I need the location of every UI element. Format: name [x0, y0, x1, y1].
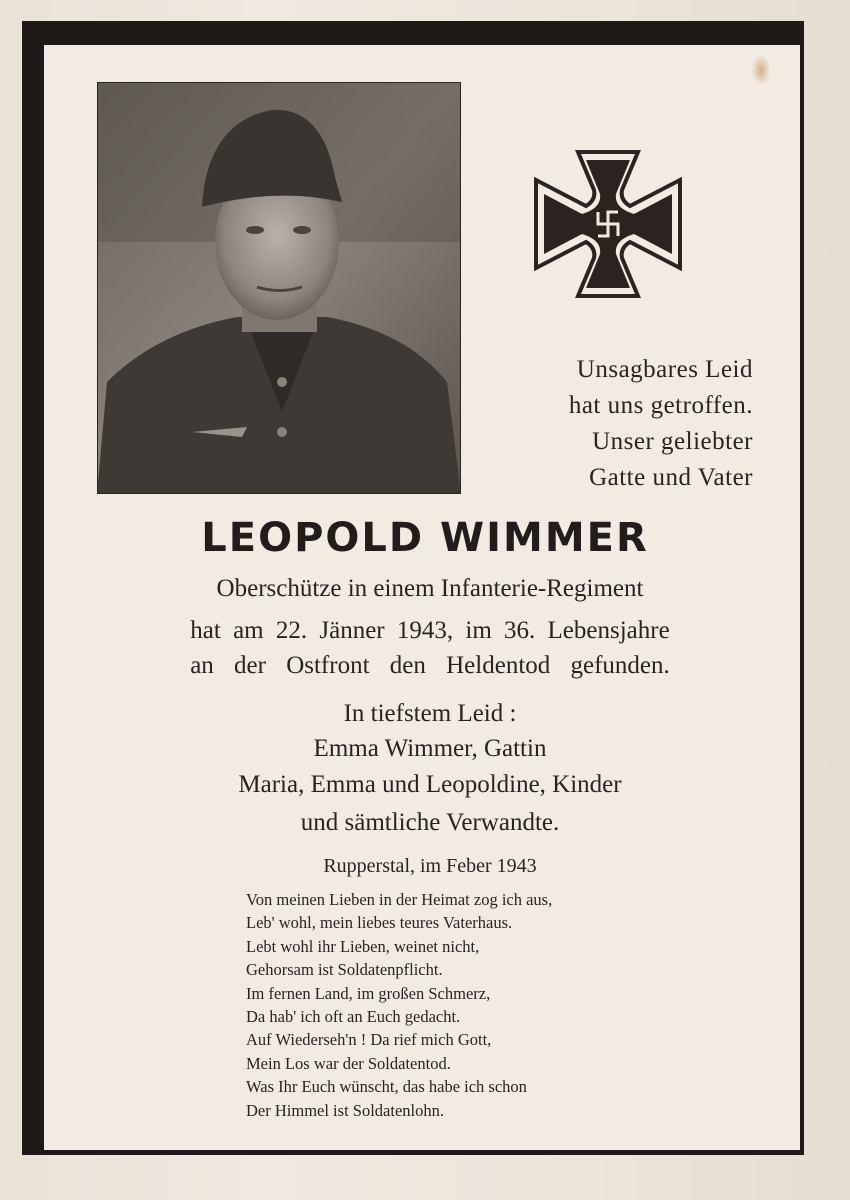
intro-line: Gatte und Vater — [589, 464, 753, 491]
intro-line: Unser geliebter — [592, 428, 753, 455]
intro-line: Unsagbares Leid — [576, 356, 753, 383]
poem-line: Was Ihr Euch wünscht, das habe ich schon — [246, 1077, 527, 1097]
iron-cross-emblem — [530, 148, 686, 300]
place-date: Rupperstal, im Feber 1943 — [323, 855, 537, 877]
poem-line: Gehorsam ist Soldatenpflicht. — [246, 960, 443, 980]
poem-line: Leb' wohl, mein liebes teures Vaterhaus. — [246, 913, 513, 933]
poem-line: Lebt wohl ihr Lieben, weinet nicht, — [246, 936, 480, 956]
rank-line: Oberschütze in einem Infanterie-Regiment — [216, 575, 644, 602]
mourner-wife: Emma Wimmer, Gattin — [313, 735, 547, 762]
poem-line: Der Himmel ist Soldatenlohn. — [246, 1100, 444, 1120]
front-line: an der Ostfront den Heldentod gefunden. — [190, 652, 670, 679]
poem-line: Im fernen Land, im großen Schmerz, — [246, 983, 491, 1003]
mourner-children: Maria, Emma und Leopoldine, Kinder — [238, 771, 622, 798]
intro-line: hat uns getroffen. — [568, 392, 753, 419]
death-date-line: hat am 22. Jänner 1943, im 36. Lebensjahre — [190, 617, 670, 644]
mourning-heading: In tiefstem Leid : — [343, 700, 517, 727]
poem-line: Auf Wiederseh'n ! Da rief mich Gott, — [246, 1030, 492, 1050]
paper-stain — [752, 55, 770, 85]
soldier-portrait-photo — [97, 82, 461, 494]
intro-verse — [470, 352, 753, 496]
memorial-poem — [246, 888, 666, 1122]
deceased-name: LEOPOLD WIMMER — [201, 515, 649, 561]
poem-line: Da hab' ich oft an Euch gedacht. — [246, 1007, 461, 1027]
poem-line: Von meinen Lieben in der Heimat zog ich aus, — [246, 890, 553, 909]
poem-line: Mein Los war der Soldatentod. — [246, 1053, 451, 1073]
mourner-relatives: und sämtliche Verwandte. — [300, 809, 560, 836]
